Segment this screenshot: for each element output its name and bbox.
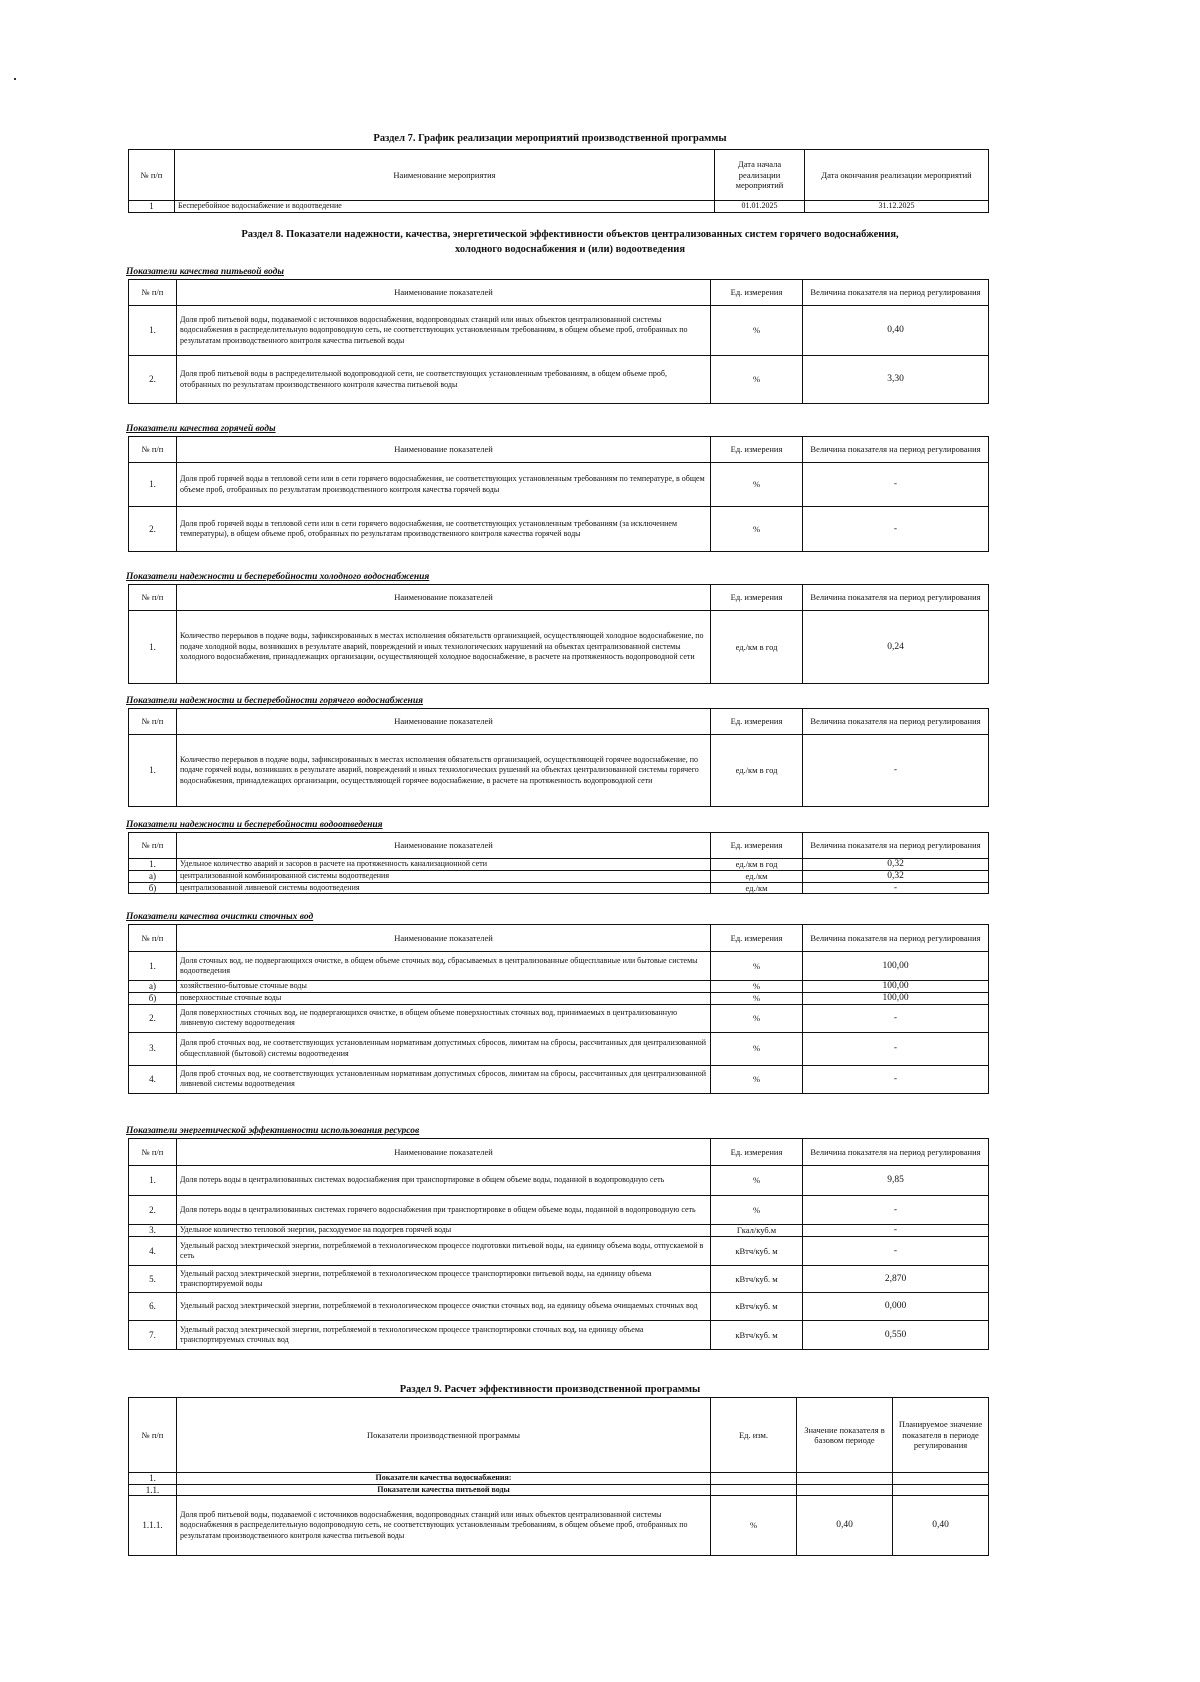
- col-header-start: Дата начала реализации мероприятий: [715, 150, 805, 201]
- row-value: -: [803, 1032, 989, 1065]
- row-plan: [893, 1473, 989, 1485]
- row-num: б): [129, 882, 177, 894]
- table-row: [129, 1065, 989, 1093]
- row-num: а): [129, 871, 177, 883]
- row-num: 2.: [129, 1196, 177, 1225]
- row-num: 3.: [129, 1225, 177, 1237]
- col-header-value: Величина показателя на период регулирования: [803, 833, 989, 859]
- group-title: Показатели качества очистки сточных вод: [126, 912, 314, 922]
- row-num: 1.1.1.: [129, 1496, 177, 1556]
- group-title: Показатели надежности и бесперебойности горячего водоснабжения: [126, 696, 424, 706]
- row-name: Удельное количество аварий и засоров в расчете на протяженность канализационной сети: [177, 859, 711, 871]
- row-name: Показатели качества питьевой воды: [177, 1484, 711, 1496]
- row-name: Доля проб питьевой воды в распределительной водопроводной сети, не соответствующих установленным требованиям, в общем объеме проб, отобранных по результатам производственного контроля качества питьевой воды: [177, 356, 711, 404]
- row-value: -: [803, 507, 989, 552]
- row-name: Удельный расход электрической энергии, потребляемой в технологическом процессе транспортировки сточных вод, на единицу объема транспортируемых сточных вод: [177, 1321, 711, 1350]
- section7-title: Раздел 7. График реализации мероприятий производственной программы: [373, 133, 727, 144]
- row-unit: %: [711, 1196, 803, 1225]
- table-row: [129, 1225, 989, 1237]
- row-num: 1.: [129, 1473, 177, 1485]
- row-value: 0,32: [803, 871, 989, 883]
- table-row: [129, 463, 989, 507]
- table-row: [129, 859, 989, 871]
- table-row: [129, 981, 989, 993]
- row-unit: %: [711, 981, 803, 993]
- table-row: [129, 882, 989, 894]
- col-header-num: № п/п: [129, 925, 177, 952]
- col-header-num: № п/п: [129, 1398, 177, 1473]
- table-row: [129, 1293, 989, 1321]
- row-value: -: [803, 1065, 989, 1093]
- row-name: Доля проб сточных вод, не соответствующих установленным нормативам допустимых сбросов, лимитам на сбросы, рассчитанных для централизованной ливневой системы водоотведения: [177, 1065, 711, 1093]
- row-num: 1.: [129, 735, 177, 807]
- section9-table: [128, 1397, 989, 1556]
- indicator-table: [128, 924, 989, 1094]
- col-header-base: Значение показателя в базовом периоде: [797, 1398, 893, 1473]
- table-row: [129, 1032, 989, 1065]
- table-row: [129, 1237, 989, 1266]
- table-row: [129, 306, 989, 356]
- row-name: Доля сточных вод, не подвергающихся очистке, в общем объеме сточных вод, сбрасываемых в централизованные общесплавные или бытовые системы водоотведения: [177, 952, 711, 981]
- row-name: Доля потерь воды в централизованных системах горячего водоснабжения при транспортировке в общем объеме воды, поданной в водопроводную сеть: [177, 1196, 711, 1225]
- section9-title: Раздел 9. Расчет эффективности производственной программы: [399, 1384, 701, 1395]
- row-name: поверхностные сточные воды: [177, 993, 711, 1005]
- row-num: 1.: [129, 611, 177, 684]
- row-base: 0,40: [797, 1496, 893, 1556]
- row-unit: %: [711, 507, 803, 552]
- row-end: 31.12.2025: [805, 201, 989, 213]
- row-unit: %: [711, 993, 803, 1005]
- row-num: 7.: [129, 1321, 177, 1350]
- table-row: [129, 611, 989, 684]
- col-header-num: № п/п: [129, 437, 177, 463]
- col-header-unit: Ед. измерения: [711, 709, 803, 735]
- col-header-unit: Ед. измерения: [711, 1139, 803, 1166]
- table-row: [129, 1266, 989, 1293]
- col-header-name: Наименование показателей: [177, 280, 711, 306]
- row-name: Показатели качества водоснабжения:: [177, 1473, 711, 1485]
- row-num: а): [129, 981, 177, 993]
- row-value: 9,85: [803, 1166, 989, 1196]
- row-name: Доля проб питьевой воды, подаваемой с источников водоснабжения, водопроводных станций или иных объектов централизованной системы водоснабжения в распределительную водопроводную сеть, не соответствующих установленным требованиям, в общем объеме проб, отобранных по результатам производственного контроля качества питьевой воды: [177, 1496, 711, 1556]
- row-unit: %: [711, 356, 803, 404]
- col-header-num: № п/п: [129, 150, 175, 201]
- table-row: [129, 356, 989, 404]
- row-num: 4.: [129, 1237, 177, 1266]
- col-header-value: Величина показателя на период регулирования: [803, 925, 989, 952]
- row-value: 0,000: [803, 1293, 989, 1321]
- col-header-value: Величина показателя на период регулирования: [803, 437, 989, 463]
- group-title: Показатели энергетической эффективности использования ресурсов: [126, 1126, 420, 1136]
- row-unit: %: [711, 1166, 803, 1196]
- table-row: [129, 871, 989, 883]
- row-unit: ед./км: [711, 871, 803, 883]
- col-header-name: Показатели производственной программы: [177, 1398, 711, 1473]
- row-unit: %: [711, 1004, 803, 1032]
- col-header-num: № п/п: [129, 709, 177, 735]
- row-unit: %: [711, 1065, 803, 1093]
- col-header-unit: Ед. измерения: [711, 833, 803, 859]
- col-header-unit: Ед. измерения: [711, 280, 803, 306]
- col-header-name: Наименование мероприятия: [175, 150, 715, 201]
- row-num: 5.: [129, 1266, 177, 1293]
- row-unit: кВтч/куб. м: [711, 1321, 803, 1350]
- row-num: 2.: [129, 1004, 177, 1032]
- row-name: Удельный расход электрической энергии, потребляемой в технологическом процессе очистки сточных вод, на единицу объема очищаемых сточных вод: [177, 1293, 711, 1321]
- row-unit: Гкал/куб.м: [711, 1225, 803, 1237]
- row-value: -: [803, 882, 989, 894]
- row-value: 100,00: [803, 981, 989, 993]
- row-name: Доля потерь воды в централизованных системах водоснабжения при транспортировке в общем объеме воды, поданной в водопроводную сеть: [177, 1166, 711, 1196]
- row-unit: ед./км в год: [711, 611, 803, 684]
- row-unit: ед./км в год: [711, 859, 803, 871]
- col-header-name: Наименование показателей: [177, 1139, 711, 1166]
- col-header-unit: Ед. изм.: [711, 1398, 797, 1473]
- row-value: 100,00: [803, 993, 989, 1005]
- scan-speck: [14, 78, 16, 80]
- row-num: 6.: [129, 1293, 177, 1321]
- row-unit: кВтч/куб. м: [711, 1237, 803, 1266]
- indicator-table: [128, 1138, 989, 1350]
- row-num: 4.: [129, 1065, 177, 1093]
- table-row: [129, 1196, 989, 1225]
- row-value: 0,24: [803, 611, 989, 684]
- row-num: 2.: [129, 356, 177, 404]
- row-num: 1: [129, 201, 175, 213]
- col-header-unit: Ед. измерения: [711, 437, 803, 463]
- table-row: [129, 1004, 989, 1032]
- group-title: Показатели надежности и бесперебойности водоотведения: [126, 820, 383, 830]
- row-name: Количество перерывов в подаче воды, зафиксированных в местах исполнения обязательств организацией, осуществляющей горячее водоснабжение, по подаче горячей воды, возникших в результате аварий, повреждений и иных технологических рушений на объектах централизованной системы горячего водоснабжения, принадлежащих организации, осуществляющей горячее водоснабжение, в расчете на протяженность водопроводной сети: [177, 735, 711, 807]
- indicator-table: [128, 832, 989, 894]
- col-header-num: № п/п: [129, 1139, 177, 1166]
- row-value: -: [803, 1225, 989, 1237]
- row-name: Доля поверхностных сточных вод, не подвергающихся очистке, в общем объеме поверхностных сточных вод, принимаемых в централизованную ливневую систему водоотведения: [177, 1004, 711, 1032]
- row-base: [797, 1473, 893, 1485]
- row-unit: %: [711, 463, 803, 507]
- row-name: централизованной ливневой системы водоотведения: [177, 882, 711, 894]
- col-header-value: Величина показателя на период регулирования: [803, 585, 989, 611]
- table-row: [129, 952, 989, 981]
- row-num: б): [129, 993, 177, 1005]
- row-value: -: [803, 1196, 989, 1225]
- row-value: -: [803, 735, 989, 807]
- row-unit: [711, 1484, 797, 1496]
- table-row: [129, 1166, 989, 1196]
- table-row: [129, 735, 989, 807]
- row-name: Доля проб питьевой воды, подаваемой с источников водоснабжения, водопроводных станций или иных объектов централизованной системы водоснабжения в распределительную водопроводную сеть, не соответствующих установленным требованиям, в общем объеме проб, отобранных по результатам производственного контроля качества питьевой воды: [177, 306, 711, 356]
- col-header-end: Дата окончания реализации мероприятий: [805, 150, 989, 201]
- row-num: 1.: [129, 952, 177, 981]
- row-plan: 0,40: [893, 1496, 989, 1556]
- indicator-table: [128, 436, 989, 552]
- row-value: 3,30: [803, 356, 989, 404]
- row-name: Бесперебойное водоснабжение и водоотведение: [175, 201, 715, 213]
- row-unit: %: [711, 952, 803, 981]
- section8-title-line2: холодного водоснабжения и (или) водоотведения: [455, 244, 685, 255]
- row-value: -: [803, 1004, 989, 1032]
- row-value: 2,870: [803, 1266, 989, 1293]
- group-title: Показатели качества питьевой воды: [126, 267, 284, 277]
- col-header-name: Наименование показателей: [177, 833, 711, 859]
- row-start: 01.01.2025: [715, 201, 805, 213]
- row-name: Доля проб сточных вод, не соответствующих установленным нормативам допустимых сбросов, лимитам на сбросы, рассчитанных для централизованной общесплавной (бытовой) системы водоотведения: [177, 1032, 711, 1065]
- row-name: Количество перерывов в подаче воды, зафиксированных в местах исполнения обязательств организацией, осуществляющей холодное водоснабжение, по подаче холодной воды, возникших в результате аварий, повреждений и иных технологических нарушений на объектах централизованной системы холодного водоснабжения, принадлежащих организации, осуществляющей холодное водоснабжение, в расчете на протяженность водопроводной сети: [177, 611, 711, 684]
- row-num: 1.: [129, 1166, 177, 1196]
- row-name: централизованной комбинированной системы водоотведения: [177, 871, 711, 883]
- row-unit: кВтч/куб. м: [711, 1266, 803, 1293]
- row-name: хозяйственно-бытовые сточные воды: [177, 981, 711, 993]
- row-value: 0,32: [803, 859, 989, 871]
- row-base: [797, 1484, 893, 1496]
- row-num: 1.1.: [129, 1484, 177, 1496]
- indicator-table: [128, 584, 989, 684]
- row-num: 3.: [129, 1032, 177, 1065]
- row-num: 2.: [129, 507, 177, 552]
- group-title: Показатели надежности и бесперебойности холодного водоснабжения: [126, 572, 430, 582]
- row-unit: ед./км в год: [711, 735, 803, 807]
- row-name: Удельный расход электрической энергии, потребляемой в технологическом процессе транспортировки питьевой воды, на единицу объема транспортируемой воды: [177, 1266, 711, 1293]
- col-header-unit: Ед. измерения: [711, 585, 803, 611]
- table-row: [129, 1321, 989, 1350]
- col-header-value: Величина показателя на период регулирования: [803, 1139, 989, 1166]
- row-unit: [711, 1473, 797, 1485]
- row-unit: %: [711, 1032, 803, 1065]
- row-name: Доля проб горячей воды в тепловой сети или в сети горячего водоснабжения, не соответствующих установленным требованиям по температуре, в общем объеме проб, отобранных по результатам производственного контроля качества горячей воды: [177, 463, 711, 507]
- col-header-name: Наименование показателей: [177, 437, 711, 463]
- table-row: [129, 993, 989, 1005]
- col-header-name: Наименование показателей: [177, 585, 711, 611]
- section7-table: [128, 149, 989, 213]
- col-header-value: Величина показателя на период регулирования: [803, 709, 989, 735]
- row-num: 1.: [129, 859, 177, 871]
- row-plan: [893, 1484, 989, 1496]
- section8-title-line1: Раздел 8. Показатели надежности, качества, энергетической эффективности объектов централизованных систем горячего водоснабжения,: [241, 229, 899, 240]
- col-header-name: Наименование показателей: [177, 925, 711, 952]
- table-row: [129, 507, 989, 552]
- col-header-value: Величина показателя на период регулирования: [803, 280, 989, 306]
- col-header-plan: Планируемое значение показателя в периоде регулирования: [893, 1398, 989, 1473]
- row-num: 1.: [129, 306, 177, 356]
- row-num: 1.: [129, 463, 177, 507]
- col-header-num: № п/п: [129, 280, 177, 306]
- row-unit: %: [711, 306, 803, 356]
- row-name: Удельное количество тепловой энергии, расходуемое на подогрев горячей воды: [177, 1225, 711, 1237]
- row-value: -: [803, 1237, 989, 1266]
- row-value: -: [803, 463, 989, 507]
- row-unit: ед./км: [711, 882, 803, 894]
- indicator-table: [128, 708, 989, 807]
- row-unit: %: [711, 1496, 797, 1556]
- row-value: 100,00: [803, 952, 989, 981]
- row-name: Удельный расход электрической энергии, потребляемой в технологическом процессе подготовки питьевой воды, на единицу объема воды, отпускаемой в сеть: [177, 1237, 711, 1266]
- group-title: Показатели качества горячей воды: [126, 424, 276, 434]
- row-name: Доля проб горячей воды в тепловой сети или в сети горячего водоснабжения, не соответствующих установленным требованиям (за исключением температуры), в общем объеме проб, отобранных по результатам производственного контроля качества горячей воды: [177, 507, 711, 552]
- row-value: 0,550: [803, 1321, 989, 1350]
- indicator-table: [128, 279, 989, 404]
- col-header-name: Наименование показателей: [177, 709, 711, 735]
- row-unit: кВтч/куб. м: [711, 1293, 803, 1321]
- col-header-num: № п/п: [129, 833, 177, 859]
- col-header-num: № п/п: [129, 585, 177, 611]
- row-value: 0,40: [803, 306, 989, 356]
- col-header-unit: Ед. измерения: [711, 925, 803, 952]
